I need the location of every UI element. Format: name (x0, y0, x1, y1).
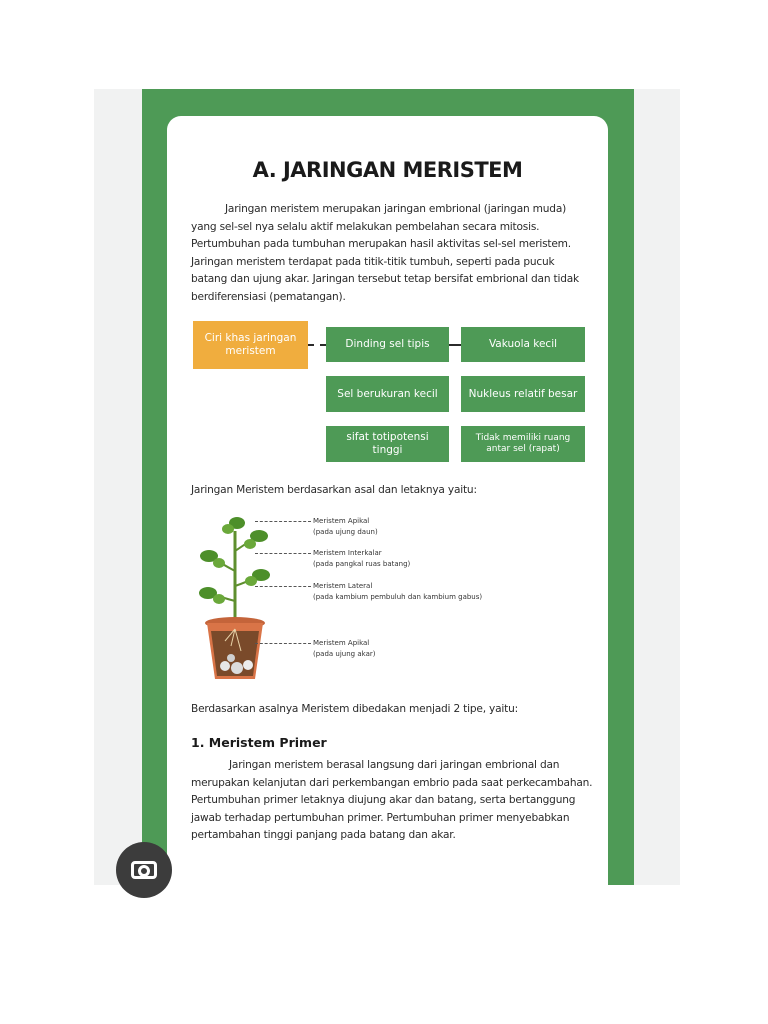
trait-box: Vakuola kecil (461, 327, 585, 362)
label-leader-line (255, 553, 311, 554)
plant-label: Meristem Apikal (pada ujung daun) (313, 517, 378, 536)
trait-box: Dinding sel tipis (326, 327, 449, 362)
document-card (167, 116, 608, 906)
plant-label: Meristem Interkalar (pada pangkal ruas batang) (313, 549, 411, 568)
connector-line (449, 344, 461, 346)
label-leader-line (255, 521, 311, 522)
section-paragraph: Jaringan meristem berasal langsung dari jaringan embrional dan merupakan kelanjutan dari perkembangan embrio pada saat perkecambahan. Pertumbuhan primer letaknya diujung akar dan batang, serta bertanggung jawab terhadap pertumbuhan primer. Pertumbuhan primer menyebabkan pertambahan tinggi panjang pada batang dan akar. (191, 759, 593, 842)
label-leader-line (255, 643, 311, 644)
potted-plant-illustration (195, 511, 275, 681)
lens-camera-icon[interactable] (116, 842, 172, 898)
plant-label: Meristem Apikal (pada ujung akar) (313, 639, 376, 658)
page-title: A. JARINGAN MERISTEM (252, 158, 523, 182)
traits-heading-box: Ciri khas jaringan meristem (193, 321, 308, 369)
location-intro: Jaringan Meristem berdasarkan asal dan letaknya yaitu: (191, 484, 477, 496)
page-bottom (0, 885, 768, 1024)
plant-label: Meristem Lateral (pada kambium pembuluh dan kambium gabus) (313, 582, 483, 601)
section-heading: 1. Meristem Primer (191, 735, 327, 750)
trait-box: sifat totipotensi tinggi (326, 426, 449, 462)
intro-paragraph: Jaringan meristem merupakan jaringan embrional (jaringan muda) yang sel-sel nya selalu aktif melakukan pembelahan secara mitosis. Pertumbuhan pada tumbuhan merupakan hasil aktivitas sel-sel meristem. Jaringan meristem terdapat pada titik-titik tumbuh, seperti pada pucuk batang dan ujung akar. Jaringan tersebut tetap bersifat embrional dan tidak berdiferensiasi (pematangan). (191, 203, 579, 303)
connector-line (308, 344, 326, 346)
trait-box: Sel berukuran kecil (326, 376, 449, 412)
camera-lens-shape (138, 865, 150, 877)
trait-box: Nukleus relatif besar (461, 376, 585, 412)
trait-box: Tidak memiliki ruang antar sel (rapat) (461, 426, 585, 462)
types-intro: Berdasarkan asalnya Meristem dibedakan menjadi 2 tipe, yaitu: (191, 703, 518, 715)
label-leader-line (255, 586, 311, 587)
